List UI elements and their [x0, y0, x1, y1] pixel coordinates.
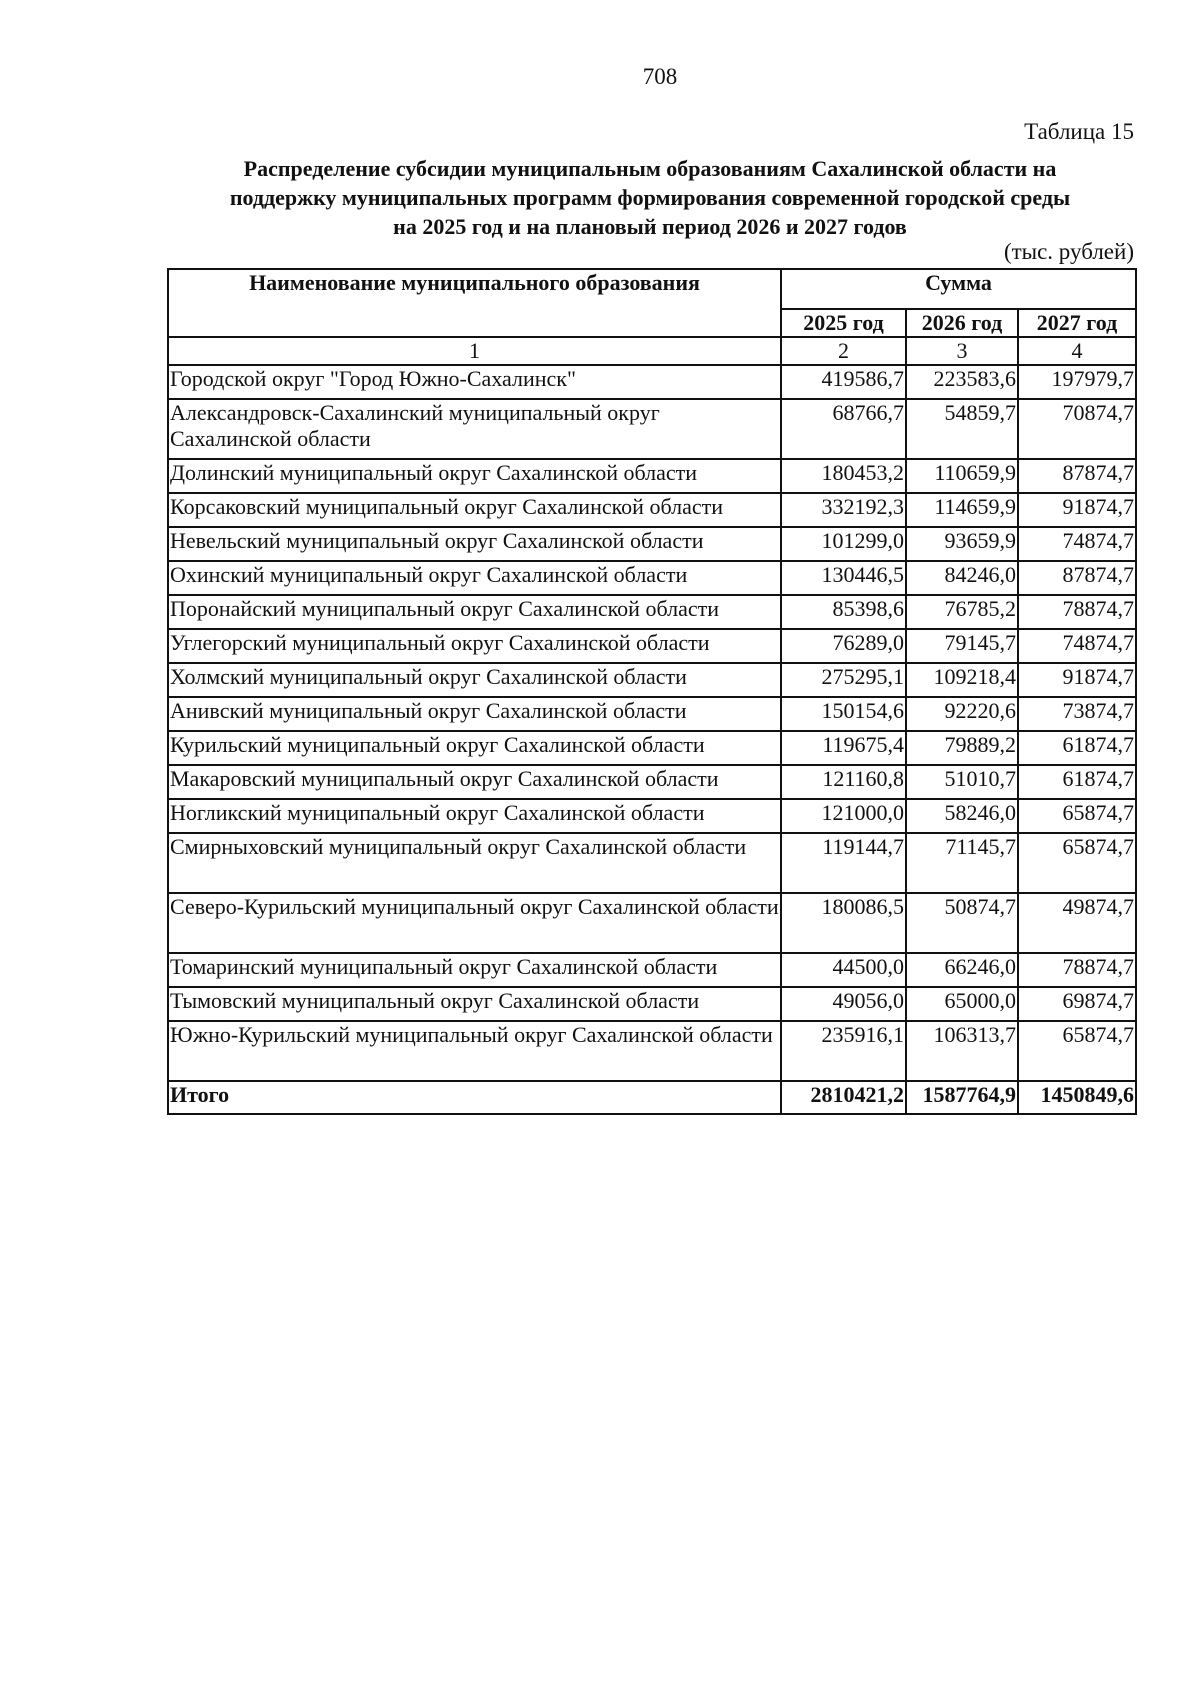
title-line: на 2025 год и на плановый период 2026 и 2027 годов — [393, 214, 907, 239]
header-year-2026: 2026 год — [906, 309, 1018, 337]
value-2026: 50874,7 — [906, 893, 1018, 953]
page-number: 708 — [642, 64, 678, 89]
municipality-name: Городской округ "Город Южно-Сахалинск" — [168, 365, 781, 399]
table-row — [168, 893, 1136, 953]
municipality-name: Томаринский муниципальный округ Сахалинской области — [168, 953, 781, 987]
value-2027: 65874,7 — [1018, 833, 1136, 893]
table-row — [168, 697, 1136, 731]
value-2026: 92220,6 — [906, 697, 1018, 731]
municipality-name: Анивский муниципальный округ Сахалинской области — [168, 697, 781, 731]
value-2025: 85398,6 — [781, 595, 906, 629]
value-2026: 109218,4 — [906, 663, 1018, 697]
municipality-name: Долинский муниципальный округ Сахалинской области — [168, 459, 781, 493]
value-2027: 61874,7 — [1018, 731, 1136, 765]
table-row — [168, 765, 1136, 799]
value-2026: 58246,0 — [906, 799, 1018, 833]
value-2027: 91874,7 — [1018, 663, 1136, 697]
value-2025: 150154,6 — [781, 697, 906, 731]
value-2025: 332192,3 — [781, 493, 906, 527]
table-row — [168, 629, 1136, 663]
municipality-name: Курильский муниципальный округ Сахалинской области — [168, 731, 781, 765]
total-2025: 2810421,2 — [781, 1081, 906, 1114]
table-row — [168, 1021, 1136, 1081]
value-2027: 91874,7 — [1018, 493, 1136, 527]
table-row — [168, 953, 1136, 987]
column-number: 2 — [781, 337, 906, 365]
table-row — [168, 799, 1136, 833]
header-sum: Сумма — [781, 269, 1136, 309]
table-row — [168, 493, 1136, 527]
value-2027: 87874,7 — [1018, 459, 1136, 493]
table-row — [168, 527, 1136, 561]
table-row — [168, 833, 1136, 893]
value-2025: 180086,5 — [781, 893, 906, 953]
value-2027: 69874,7 — [1018, 987, 1136, 1021]
value-2026: 51010,7 — [906, 765, 1018, 799]
header-year-2025: 2025 год — [781, 309, 906, 337]
value-2027: 87874,7 — [1018, 561, 1136, 595]
value-2025: 68766,7 — [781, 399, 906, 459]
header-year-2027: 2027 год — [1018, 309, 1136, 337]
table-row — [168, 399, 1136, 459]
table-label: Таблица 15 — [1024, 119, 1134, 144]
subsidy-table — [167, 268, 1137, 1115]
municipality-name: Ногликский муниципальный округ Сахалинской области — [168, 799, 781, 833]
value-2027: 61874,7 — [1018, 765, 1136, 799]
value-2025: 180453,2 — [781, 459, 906, 493]
value-2027: 65874,7 — [1018, 799, 1136, 833]
value-2026: 76785,2 — [906, 595, 1018, 629]
value-2026: 79889,2 — [906, 731, 1018, 765]
value-2025: 121000,0 — [781, 799, 906, 833]
municipality-name: Корсаковский муниципальный округ Сахалинской области — [168, 493, 781, 527]
value-2026: 66246,0 — [906, 953, 1018, 987]
header-name: Наименование муниципального образования — [168, 269, 781, 337]
municipality-name: Макаровский муниципальный округ Сахалинской области — [168, 765, 781, 799]
value-2025: 44500,0 — [781, 953, 906, 987]
value-2027: 74874,7 — [1018, 527, 1136, 561]
municipality-name: Южно-Курильский муниципальный округ Сахалинской области — [168, 1021, 781, 1081]
table-row — [168, 459, 1136, 493]
value-2026: 110659,9 — [906, 459, 1018, 493]
title-line: Распределение субсидии муниципальным образованиям Сахалинской области на — [243, 156, 1057, 181]
value-2027: 49874,7 — [1018, 893, 1136, 953]
municipality-name: Северо-Курильский муниципальный округ Сахалинской области — [168, 893, 781, 953]
value-2027: 78874,7 — [1018, 595, 1136, 629]
value-2025: 130446,5 — [781, 561, 906, 595]
value-2025: 235916,1 — [781, 1021, 906, 1081]
value-2025: 76289,0 — [781, 629, 906, 663]
value-2026: 54859,7 — [906, 399, 1018, 459]
value-2027: 65874,7 — [1018, 1021, 1136, 1081]
table-row — [168, 987, 1136, 1021]
value-2025: 49056,0 — [781, 987, 906, 1021]
units-label: (тыс. рублей) — [1003, 239, 1134, 264]
column-number: 1 — [168, 337, 781, 365]
table-row — [168, 561, 1136, 595]
value-2025: 121160,8 — [781, 765, 906, 799]
value-2026: 65000,0 — [906, 987, 1018, 1021]
municipality-name: Невельский муниципальный округ Сахалинской области — [168, 527, 781, 561]
value-2026: 114659,9 — [906, 493, 1018, 527]
table-row — [168, 731, 1136, 765]
value-2027: 70874,7 — [1018, 399, 1136, 459]
title-line: поддержку муниципальных программ формирования современной городской среды — [229, 185, 1071, 210]
municipality-name: Тымовский муниципальный округ Сахалинской области — [168, 987, 781, 1021]
column-number: 4 — [1018, 337, 1136, 365]
municipality-name: Охинский муниципальный округ Сахалинской области — [168, 561, 781, 595]
value-2027: 74874,7 — [1018, 629, 1136, 663]
value-2026: 93659,9 — [906, 527, 1018, 561]
value-2026: 79145,7 — [906, 629, 1018, 663]
municipality-name: Александровск-Сахалинский муниципальный округ Сахалинской области — [168, 399, 781, 459]
municipality-name: Смирныховский муниципальный округ Сахалинской области — [168, 833, 781, 893]
total-row — [168, 1081, 1136, 1114]
table-row — [168, 663, 1136, 697]
value-2026: 84246,0 — [906, 561, 1018, 595]
value-2026: 71145,7 — [906, 833, 1018, 893]
municipality-name: Поронайский муниципальный округ Сахалинской области — [168, 595, 781, 629]
value-2027: 197979,7 — [1018, 365, 1136, 399]
total-2026: 1587764,9 — [906, 1081, 1018, 1114]
column-number: 3 — [906, 337, 1018, 365]
value-2027: 73874,7 — [1018, 697, 1136, 731]
value-2026: 106313,7 — [906, 1021, 1018, 1081]
value-2025: 419586,7 — [781, 365, 906, 399]
value-2027: 78874,7 — [1018, 953, 1136, 987]
municipality-name: Холмский муниципальный округ Сахалинской области — [168, 663, 781, 697]
value-2025: 101299,0 — [781, 527, 906, 561]
value-2026: 223583,6 — [906, 365, 1018, 399]
table-row — [168, 595, 1136, 629]
document-title — [150, 154, 1150, 241]
value-2025: 119675,4 — [781, 731, 906, 765]
total-label: Итого — [168, 1081, 781, 1114]
table-body — [168, 365, 1136, 1081]
municipality-name: Углегорский муниципальный округ Сахалинской области — [168, 629, 781, 663]
value-2025: 275295,1 — [781, 663, 906, 697]
table-row — [168, 365, 1136, 399]
value-2025: 119144,7 — [781, 833, 906, 893]
total-2027: 1450849,6 — [1018, 1081, 1136, 1114]
